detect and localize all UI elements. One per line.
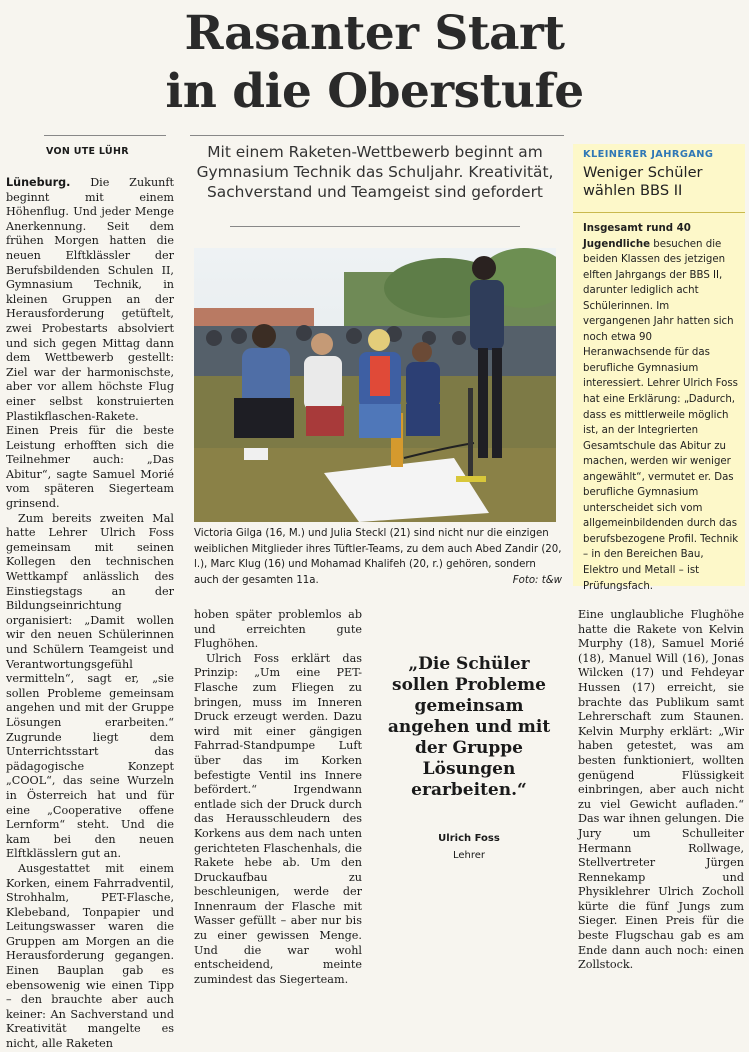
paragraph: hoben später problemlos ab und erreichten gute Flughöhen. <box>194 608 362 651</box>
photo-illustration <box>194 248 556 522</box>
byline: VON UTE LÜHR <box>46 146 129 157</box>
caption-text: Victoria Gilga (16, M.) und Julia Steckl (21) sind nicht nur die einzigen weiblichen Mitglieder ihres Tüftler-Teams, zu dem auch Abed Zandir (20, l.), Marc Klug (16) und Mohamad Khalifeh (20, r.) gehören, sondern auch der gesamten 11a. <box>194 528 562 586</box>
photo-caption <box>194 526 562 588</box>
sidebar-title: Weniger Schüler wählen BBS II <box>583 164 703 199</box>
article-column-4 <box>578 608 744 973</box>
quote-role: Lehrer <box>452 850 486 861</box>
photo-credit: Foto: t&w <box>512 574 562 586</box>
paragraph: Eine unglaubliche Flughöhe hatte die Rakete von Kelvin Murphy (18), Samuel Morié (18), Manuel Will (16), Jonas Wilcken (17) und Fehdeyar Hussen (17) erreicht, sie brachte das Publikum samt Lehrerschaft zum Staunen. Kelvin Murphy erklärt: „Wir haben getestet, was am besten funktioniert, wollten genügend Flüssigkeit einbringen, aber auch nicht zu viel Gewicht aufladen.“ Das war ihnen gelungen. Die Jury um Schulleiter Hermann Rollwage, Stellvertreter Jürgen Rennekamp und Physiklehrer Ulrich Zocholl kürte die fünf Jungs zum Sieger. Einen Preis für die beste Flugschau gab es am Ende dann auch noch: einen Zollstock. <box>578 608 744 972</box>
rule-subhead <box>230 226 520 227</box>
quote-author: Ulrich Foss <box>438 833 500 844</box>
paragraph: Ausgestattet mit einem Korken, einem Fahrradventil, Strohhalm, PET-Flasche, Klebeband, Tonpapier und Leitungswasser waren die Gruppen am Morgen an die Herausforderung gegangen. Einen Bauplan gab es ebensowenig wie einen Tipp – den brauchte aber auch keiner: An Sachverstand und Kreativität mangelte es nicht, alle Raketen <box>6 861 174 1051</box>
sidebar-lead: Insgesamt rund 40 Jugendliche <box>583 223 691 250</box>
sidebar-body <box>583 221 739 594</box>
subheadline: Mit einem Raketen-Wettbewerb beginnt am Gymnasium Technik das Schuljahr. Kreativität, Sachverstand und Teamgeist sind gefordert <box>196 143 554 201</box>
paragraph: Zum bereits zweiten Mal hatte Lehrer Ulrich Foss gemeinsam mit seinen Kollegen den technischen Wettkampf anlässlich des Einstiegstags an der Bildungseinrichtung organisiert: „Damit wollen wir den neuen Schülerinnen und Schülern Teamgeist und Verantwortungsgefühl vermitteln“, sagt er, „sie sollen Probleme gemeinsam angehen und mit der Gruppe Lösungen erarbeiten.“ Zugrunde liegt dem Unterrichtsstart das pädagogische Konzept „COOL“, das seine Wurzeln in Österreich hat und für eine „Cooperative offene Lernform“ steht. Und die kam bei den neuen Elftklässlern gut an. <box>6 511 174 861</box>
sidebar-rule <box>573 212 745 213</box>
rule-byline <box>44 135 166 136</box>
article-column-2 <box>194 608 362 987</box>
sidebar-kicker: KLEINERER JAHRGANG <box>583 149 714 160</box>
sidebar-text: besuchen die beiden Klassen des jetzigen elften Jahrgangs der BBS II, darunter lediglich acht Schülerinnen. Im vergangenen Jahr hatten sich noch etwa 90 Heranwachsende für das berufliche Gymnasium interessiert. Lehrer Ulrich Foss hat eine Erklärung: „Dadurch, dass es mittlerweile möglich ist, an der Integrierten Gesamtschule das Abitur zu machen, werden wir weniger angewählt“, vermutet er. Das berufliche Gymnasium unterscheidet sich vom allgemeinbildenden durch das berufsbezogene Profil. Technik – in den Bereichen Bau, Elektro und Metall – ist Prüfungsfach. <box>583 238 739 592</box>
headline-line-2: in die Oberstufe <box>165 64 584 119</box>
paragraph-text: Die Zukunft beginnt mit einem Höhenflug. Und jeder Menge Anerkennung. Seit dem frühen Morgen hatten die neuen Elftklässler der Berufsbildenden Schulen II, Gymnasium Technik, in kleinen Gruppen an der Herausforderung getüftelt, zwei Probestarts absolviert und sich gegen Mittag dann dem Wettbewerb gestellt: Ziel war der harmonischste, aber vor allem höchste Flug einer selbst konstruierten Plastikflaschen-Rakete. Einen Preis für die beste Leistung erhofften sich die Teilnehmer auch: „Das Abitur“, sagte Samuel Morié vom späteren Siegerteam grinsend. <box>6 176 174 511</box>
article-column-1 <box>6 176 174 1052</box>
paragraph: Ulrich Foss erklärt das Prinzip: „Um eine PET-Flasche zum Fliegen zu bringen, muss im Inneren Druck erzeugt werden. Dazu wird mit einer gängigen Fahrrad-Standpumpe Luft über das im Korken befestigte Ventil ins Innere befördert.“ Irgendwann entlade sich der Druck durch das Herausschleudern des Korkens aus dem nach unten gerichteten Flaschenhals, die Rakete hebe ab. Um den Druckaufbau zu beschleunigen, werde der Innenraum der Flasche mit Wasser gefüllt – aber nur bis zu einer gewissen Menge. Und die war wohl entscheidend, meinte zumindest das Siegerteam. <box>194 651 362 986</box>
dateline: Lüneburg. <box>6 176 71 189</box>
paragraph <box>6 176 174 512</box>
sidebar-box <box>573 144 745 592</box>
rule-center <box>190 135 564 136</box>
headline-line-1: Rasanter Start <box>184 6 565 61</box>
pull-quote: „Die Schüler sollen Probleme gemeinsam angehen und mit der Gruppe Lösungen erarbeiten.“ <box>387 654 551 800</box>
article-photo <box>194 248 556 522</box>
